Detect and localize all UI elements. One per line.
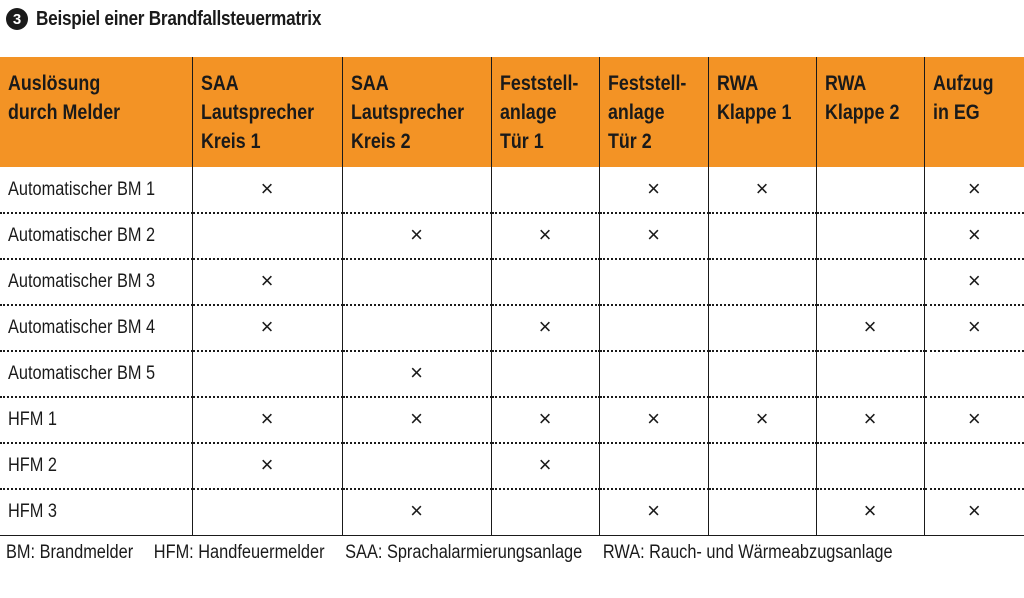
cross-mark-icon: × [647, 498, 660, 524]
matrix-cell [599, 351, 708, 397]
header-label: SAA Lautsprecher Kreis 2 [350, 72, 464, 153]
matrix-cell [924, 259, 1024, 305]
header-column [342, 57, 491, 167]
table-row [0, 351, 1024, 397]
figure-title [6, 4, 368, 34]
matrix-cell [192, 213, 342, 259]
row-label: HFM 3 [8, 501, 58, 523]
matrix-cell [491, 259, 599, 305]
legend-item: SAA: Sprachalarmierungsanlage [345, 542, 583, 563]
matrix-cell [342, 259, 491, 305]
legend-item: BM: Brandmelder [6, 542, 134, 563]
table-row [0, 213, 1024, 259]
matrix-cell [816, 397, 924, 443]
legend-item: HFM: Handfeuermelder [153, 542, 325, 563]
row-label: HFM 1 [8, 409, 58, 430]
table-row [0, 259, 1024, 305]
table-row [0, 489, 1024, 535]
cross-mark-icon: × [967, 268, 981, 293]
cross-mark-icon: × [410, 406, 423, 431]
matrix-cell [816, 305, 924, 351]
matrix-cell [816, 259, 924, 305]
matrix-cell [816, 167, 924, 213]
cross-mark-icon: × [260, 268, 274, 293]
matrix-cell [491, 305, 599, 351]
cross-mark-icon: × [863, 498, 877, 524]
header-label: RWA Klappe 1 [716, 72, 791, 124]
matrix-cell [599, 259, 708, 305]
matrix-cell [924, 443, 1024, 489]
cross-mark-icon: × [863, 314, 877, 339]
matrix-cell [342, 489, 491, 535]
cross-mark-icon: × [967, 222, 981, 247]
matrix-cell [192, 305, 342, 351]
cross-mark-icon: × [410, 222, 423, 247]
matrix-cell [816, 489, 924, 535]
matrix-cell [708, 305, 816, 351]
row-label-cell [0, 397, 192, 443]
header-label: Auslösung durch Melder [8, 72, 121, 124]
row-label-cell [0, 167, 192, 213]
header-label: Aufzug in EG [932, 72, 993, 124]
matrix-cell [924, 489, 1024, 535]
matrix-cell [924, 167, 1024, 213]
matrix-cell [924, 397, 1024, 443]
matrix-cell [192, 259, 342, 305]
header-column [599, 57, 708, 167]
cross-mark-icon: × [410, 360, 423, 385]
row-label-cell [0, 213, 192, 259]
matrix-cell [192, 351, 342, 397]
matrix-cell [708, 213, 816, 259]
matrix-cell [599, 489, 708, 535]
header-trigger-column [0, 57, 192, 167]
matrix-cell [924, 213, 1024, 259]
matrix-cell [708, 259, 816, 305]
cross-mark-icon: × [967, 406, 981, 431]
cross-mark-icon: × [755, 175, 769, 201]
matrix-cell [491, 167, 599, 213]
header-label: SAA Lautsprecher Kreis 1 [200, 72, 314, 153]
table-row [0, 397, 1024, 443]
matrix-cell [192, 397, 342, 443]
header-column [924, 57, 1024, 167]
header-label: Feststell- anlage Tür 2 [607, 72, 686, 153]
row-label-cell [0, 489, 192, 535]
number-badge-icon: 3 [6, 8, 28, 30]
header-column [816, 57, 924, 167]
matrix-cell [708, 397, 816, 443]
row-label: Automatischer BM 5 [8, 363, 156, 384]
header-label: Feststell- anlage Tür 1 [499, 72, 578, 153]
cross-mark-icon: × [647, 406, 660, 431]
matrix-cell [816, 351, 924, 397]
matrix-cell [342, 305, 491, 351]
cross-mark-icon: × [647, 222, 660, 247]
matrix-cell [342, 397, 491, 443]
cross-mark-icon: × [260, 314, 274, 339]
cross-mark-icon: × [410, 498, 423, 524]
row-label: HFM 2 [8, 455, 58, 476]
cross-mark-icon: × [755, 406, 769, 431]
legend-item: RWA: Rauch- und Wärmeabzugsanlage [602, 542, 893, 563]
row-label-cell [0, 259, 192, 305]
matrix-cell [924, 351, 1024, 397]
legend [6, 538, 913, 568]
matrix-cell [491, 443, 599, 489]
cross-mark-icon: × [538, 452, 552, 477]
header-column [491, 57, 599, 167]
matrix-cell [491, 213, 599, 259]
row-label: Automatischer BM 4 [8, 317, 156, 338]
matrix-cell [192, 167, 342, 213]
table-row [0, 305, 1024, 351]
matrix-cell [342, 213, 491, 259]
cross-mark-icon: × [260, 406, 274, 431]
matrix-cell [599, 305, 708, 351]
matrix-cell [708, 489, 816, 535]
matrix-cell [342, 443, 491, 489]
matrix-cell [816, 443, 924, 489]
row-label: Automatischer BM 2 [8, 225, 156, 246]
header-column [192, 57, 342, 167]
matrix-cell [192, 443, 342, 489]
cross-mark-icon: × [967, 175, 981, 201]
table-row [0, 443, 1024, 489]
title-text: Beispiel einer Brandfallsteuermatrix [36, 7, 322, 30]
matrix-cell [599, 213, 708, 259]
matrix-cell [599, 397, 708, 443]
matrix-cell [708, 167, 816, 213]
cross-mark-icon: × [538, 222, 552, 247]
row-label: Automatischer BM 1 [8, 178, 156, 200]
header-label: RWA Klappe 2 [824, 72, 899, 124]
fire-control-matrix-table [0, 57, 1024, 536]
header-column [708, 57, 816, 167]
cross-mark-icon: × [538, 314, 552, 339]
cross-mark-icon: × [260, 175, 274, 201]
table-header [0, 57, 1024, 167]
matrix-cell [192, 489, 342, 535]
cross-mark-icon: × [967, 314, 981, 339]
cross-mark-icon: × [260, 452, 274, 477]
matrix-cell [491, 397, 599, 443]
cross-mark-icon: × [863, 406, 877, 431]
row-label-cell [0, 351, 192, 397]
row-label-cell [0, 305, 192, 351]
matrix-cell [708, 443, 816, 489]
cross-mark-icon: × [538, 406, 552, 431]
matrix-cell [599, 443, 708, 489]
matrix-cell [924, 305, 1024, 351]
header-row [0, 57, 1024, 167]
matrix-cell [342, 351, 491, 397]
row-label: Automatischer BM 3 [8, 271, 156, 292]
cross-mark-icon: × [967, 498, 981, 524]
matrix-cell [708, 351, 816, 397]
cross-mark-icon: × [647, 175, 660, 201]
matrix-cell [816, 213, 924, 259]
matrix-cell [491, 489, 599, 535]
table-body [0, 167, 1024, 535]
matrix-cell [599, 167, 708, 213]
matrix-cell [342, 167, 491, 213]
table-row [0, 167, 1024, 213]
row-label-cell [0, 443, 192, 489]
matrix-cell [491, 351, 599, 397]
